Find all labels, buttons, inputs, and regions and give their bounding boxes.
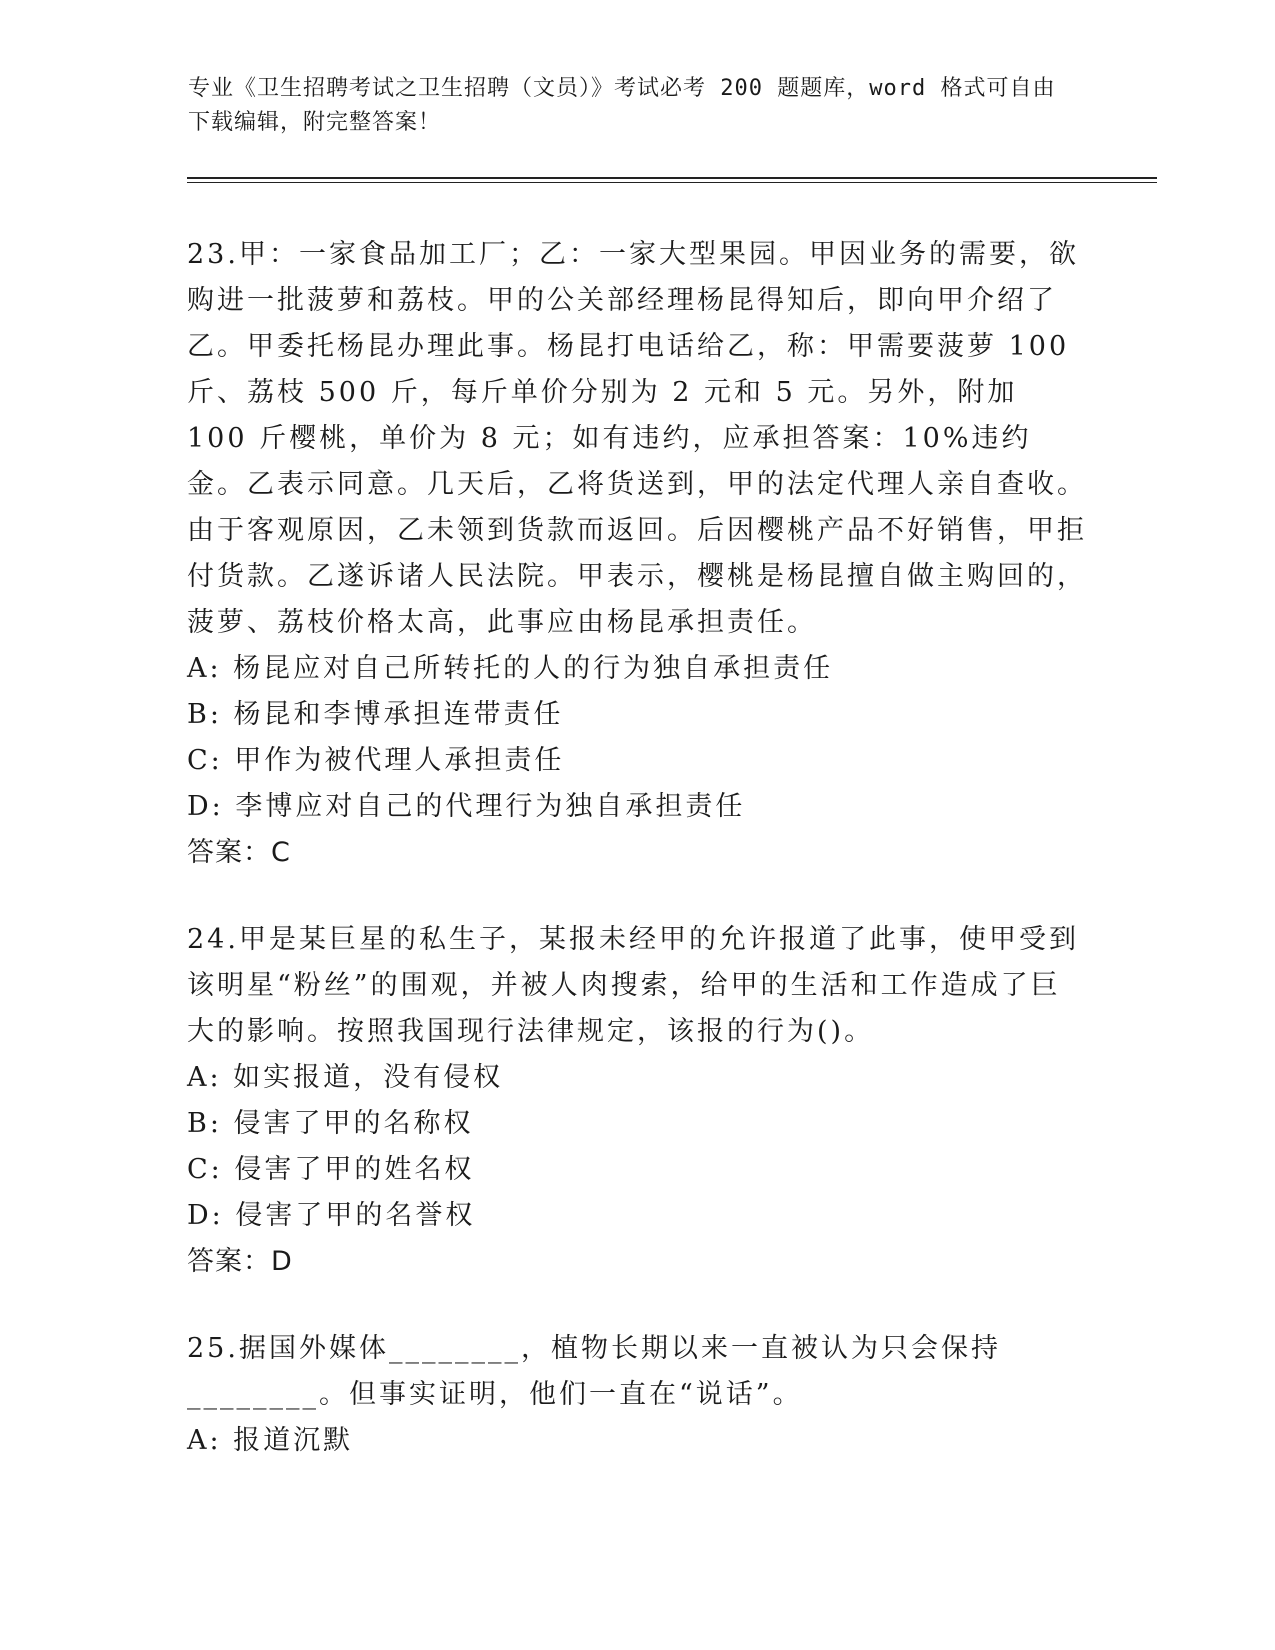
header-divider-thin bbox=[187, 182, 1157, 183]
option-d: D: 侵害了甲的名誉权 bbox=[187, 1200, 476, 1231]
option-a: A: 如实报道，没有侵权 bbox=[187, 1062, 504, 1093]
answer-line bbox=[187, 1239, 1087, 1285]
option-c: C: 甲作为被代理人承担责任 bbox=[187, 745, 565, 776]
answer-label: 答案： bbox=[187, 1246, 271, 1277]
document-header: 专业《卫生招聘考试之卫生招聘（文员）》考试必考 200 题题库，word 格式可自由下载编辑，附完整答案！ bbox=[188, 76, 1056, 135]
option-c: C: 侵害了甲的姓名权 bbox=[187, 1154, 475, 1185]
question-25 bbox=[187, 1326, 1087, 1464]
answer-value: D bbox=[271, 1246, 293, 1277]
answer-value: C bbox=[271, 837, 291, 868]
header-divider-thick bbox=[187, 177, 1157, 179]
question-text: 24.甲是某巨星的私生子，某报未经甲的允许报道了此事，使甲受到该明星“粉丝”的围观，并被人肉搜索，给甲的生活和工作造成了巨大的影响。按照我国现行法律规定，该报的行为()。 bbox=[187, 924, 1079, 1047]
question-text: 25.据国外媒体________，植物长期以来一直被认为只会保持________。但事实证明，他们一直在“说话”。 bbox=[187, 1333, 1001, 1410]
question-23 bbox=[187, 232, 1087, 876]
question-text: 23.甲：一家食品加工厂；乙：一家大型果园。甲因业务的需要，欲购进一批菠萝和荔枝。甲的公关部经理杨昆得知后，即向甲介绍了乙。甲委托杨昆办理此事。杨昆打电话给乙，称：甲需要菠萝 100 斤、荔枝 500 斤，每斤单价分别为 2 元和 5 元。另外，附加 100 斤樱桃，单价为 8 元；如有违约，应承担答案：10%违约金。乙表示同意。几天后，乙将货送到，甲的法定代理人亲自查收。由于客观原因，乙未领到货款而返回。后因樱桃产品不好销售，甲拒付货款。乙遂诉诸人民法院。甲表示，樱桃是杨昆擅自做主购回的，菠萝、荔枝价格太高，此事应由杨昆承担责任。 bbox=[187, 239, 1087, 638]
question-24 bbox=[187, 917, 1087, 1285]
option-a: A: 报道沉默 bbox=[187, 1425, 354, 1456]
option-d: D: 李博应对自己的代理行为独自承担责任 bbox=[187, 791, 746, 822]
option-a: A: 杨昆应对自己所转托的人的行为独自承担责任 bbox=[187, 653, 834, 684]
answer-label: 答案： bbox=[187, 837, 271, 868]
question-list bbox=[187, 232, 1087, 1505]
option-b: B: 杨昆和李博承担连带责任 bbox=[187, 699, 564, 730]
option-b: B: 侵害了甲的名称权 bbox=[187, 1108, 474, 1139]
answer-line bbox=[187, 830, 1087, 876]
